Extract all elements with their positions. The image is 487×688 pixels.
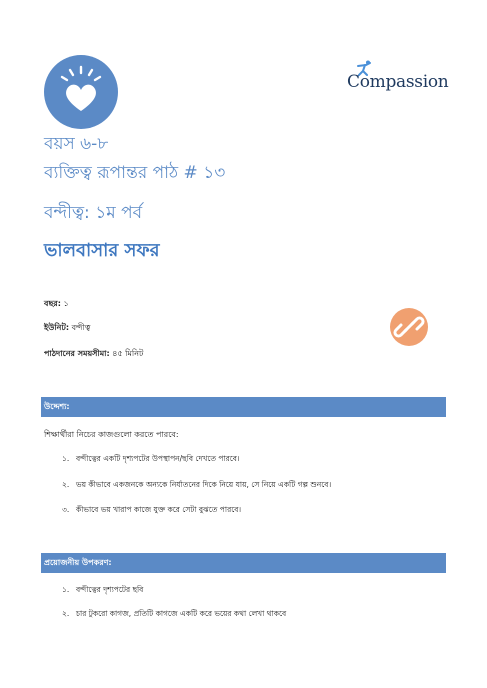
materials-heading: প্রয়োজনীয় উপকরণ: xyxy=(41,553,446,573)
list-item xyxy=(62,585,143,597)
meta-time-label: পাঠদানের সময়সীমা: xyxy=(44,349,110,358)
heart-icon xyxy=(44,55,118,129)
list-item-number: ৩. xyxy=(62,505,70,514)
link-icon[interactable] xyxy=(390,308,428,346)
objectives-heading: উদ্দেশ্য: xyxy=(41,397,446,417)
meta-time xyxy=(44,348,143,361)
list-item-text: বন্দীত্বের একটি দৃশ্যপটের উপস্থাপন/ছবি দেখতে পারবে। xyxy=(76,454,240,463)
meta-unit xyxy=(44,322,90,335)
list-item-text: চার টুকরো কাগজ, প্রতিটি কাগজে একটি করে ভয়ের কথা লেখা থাকবে xyxy=(76,609,287,618)
age-range: বয়স ৬-৮ xyxy=(44,134,109,154)
meta-year-label: বছর: xyxy=(44,299,61,308)
lesson-number: ব্যক্তিত্ব রূপান্তর পাঠ # ১৩ xyxy=(44,163,226,183)
list-item-text: ভয় কীভাবে একজনকে অন্যকে নির্যাতনের দিকে নিয়ে যায়, সে নিয়ে একটি গল্প শুনবে। xyxy=(76,480,332,489)
list-item xyxy=(62,609,286,621)
lesson-topic: বন্দীত্ব: ১ম পর্ব xyxy=(44,203,143,223)
list-item-text: বন্দীত্বের দৃশ্যপটের ছবি xyxy=(76,585,144,594)
page-title: ভালবাসার সফর xyxy=(44,240,160,261)
compassion-logo xyxy=(347,60,447,96)
list-item-number: ২. xyxy=(62,609,70,618)
list-item-number: ২. xyxy=(62,480,70,489)
list-item-number: ১. xyxy=(62,454,70,463)
meta-unit-value: বন্দীত্ব xyxy=(71,323,91,332)
logo-text: Compassion xyxy=(347,72,449,92)
meta-time-value: ৪৫ মিনিট xyxy=(112,349,144,358)
meta-unit-label: ইউনিট: xyxy=(44,323,70,332)
meta-year-value: ১ xyxy=(63,299,69,308)
list-item-text: কীভাবে ভয় খারাপ কাজে যুক্ত করে সেটা বুঝতে পারবে। xyxy=(76,505,242,514)
list-item xyxy=(62,454,240,466)
objectives-intro: শিক্ষার্থীরা নিচের কাজগুলো করতে পারবে: xyxy=(44,430,179,439)
list-item xyxy=(62,505,241,517)
list-item-number: ১. xyxy=(62,585,70,594)
list-item xyxy=(62,480,331,492)
meta-year xyxy=(44,298,69,311)
